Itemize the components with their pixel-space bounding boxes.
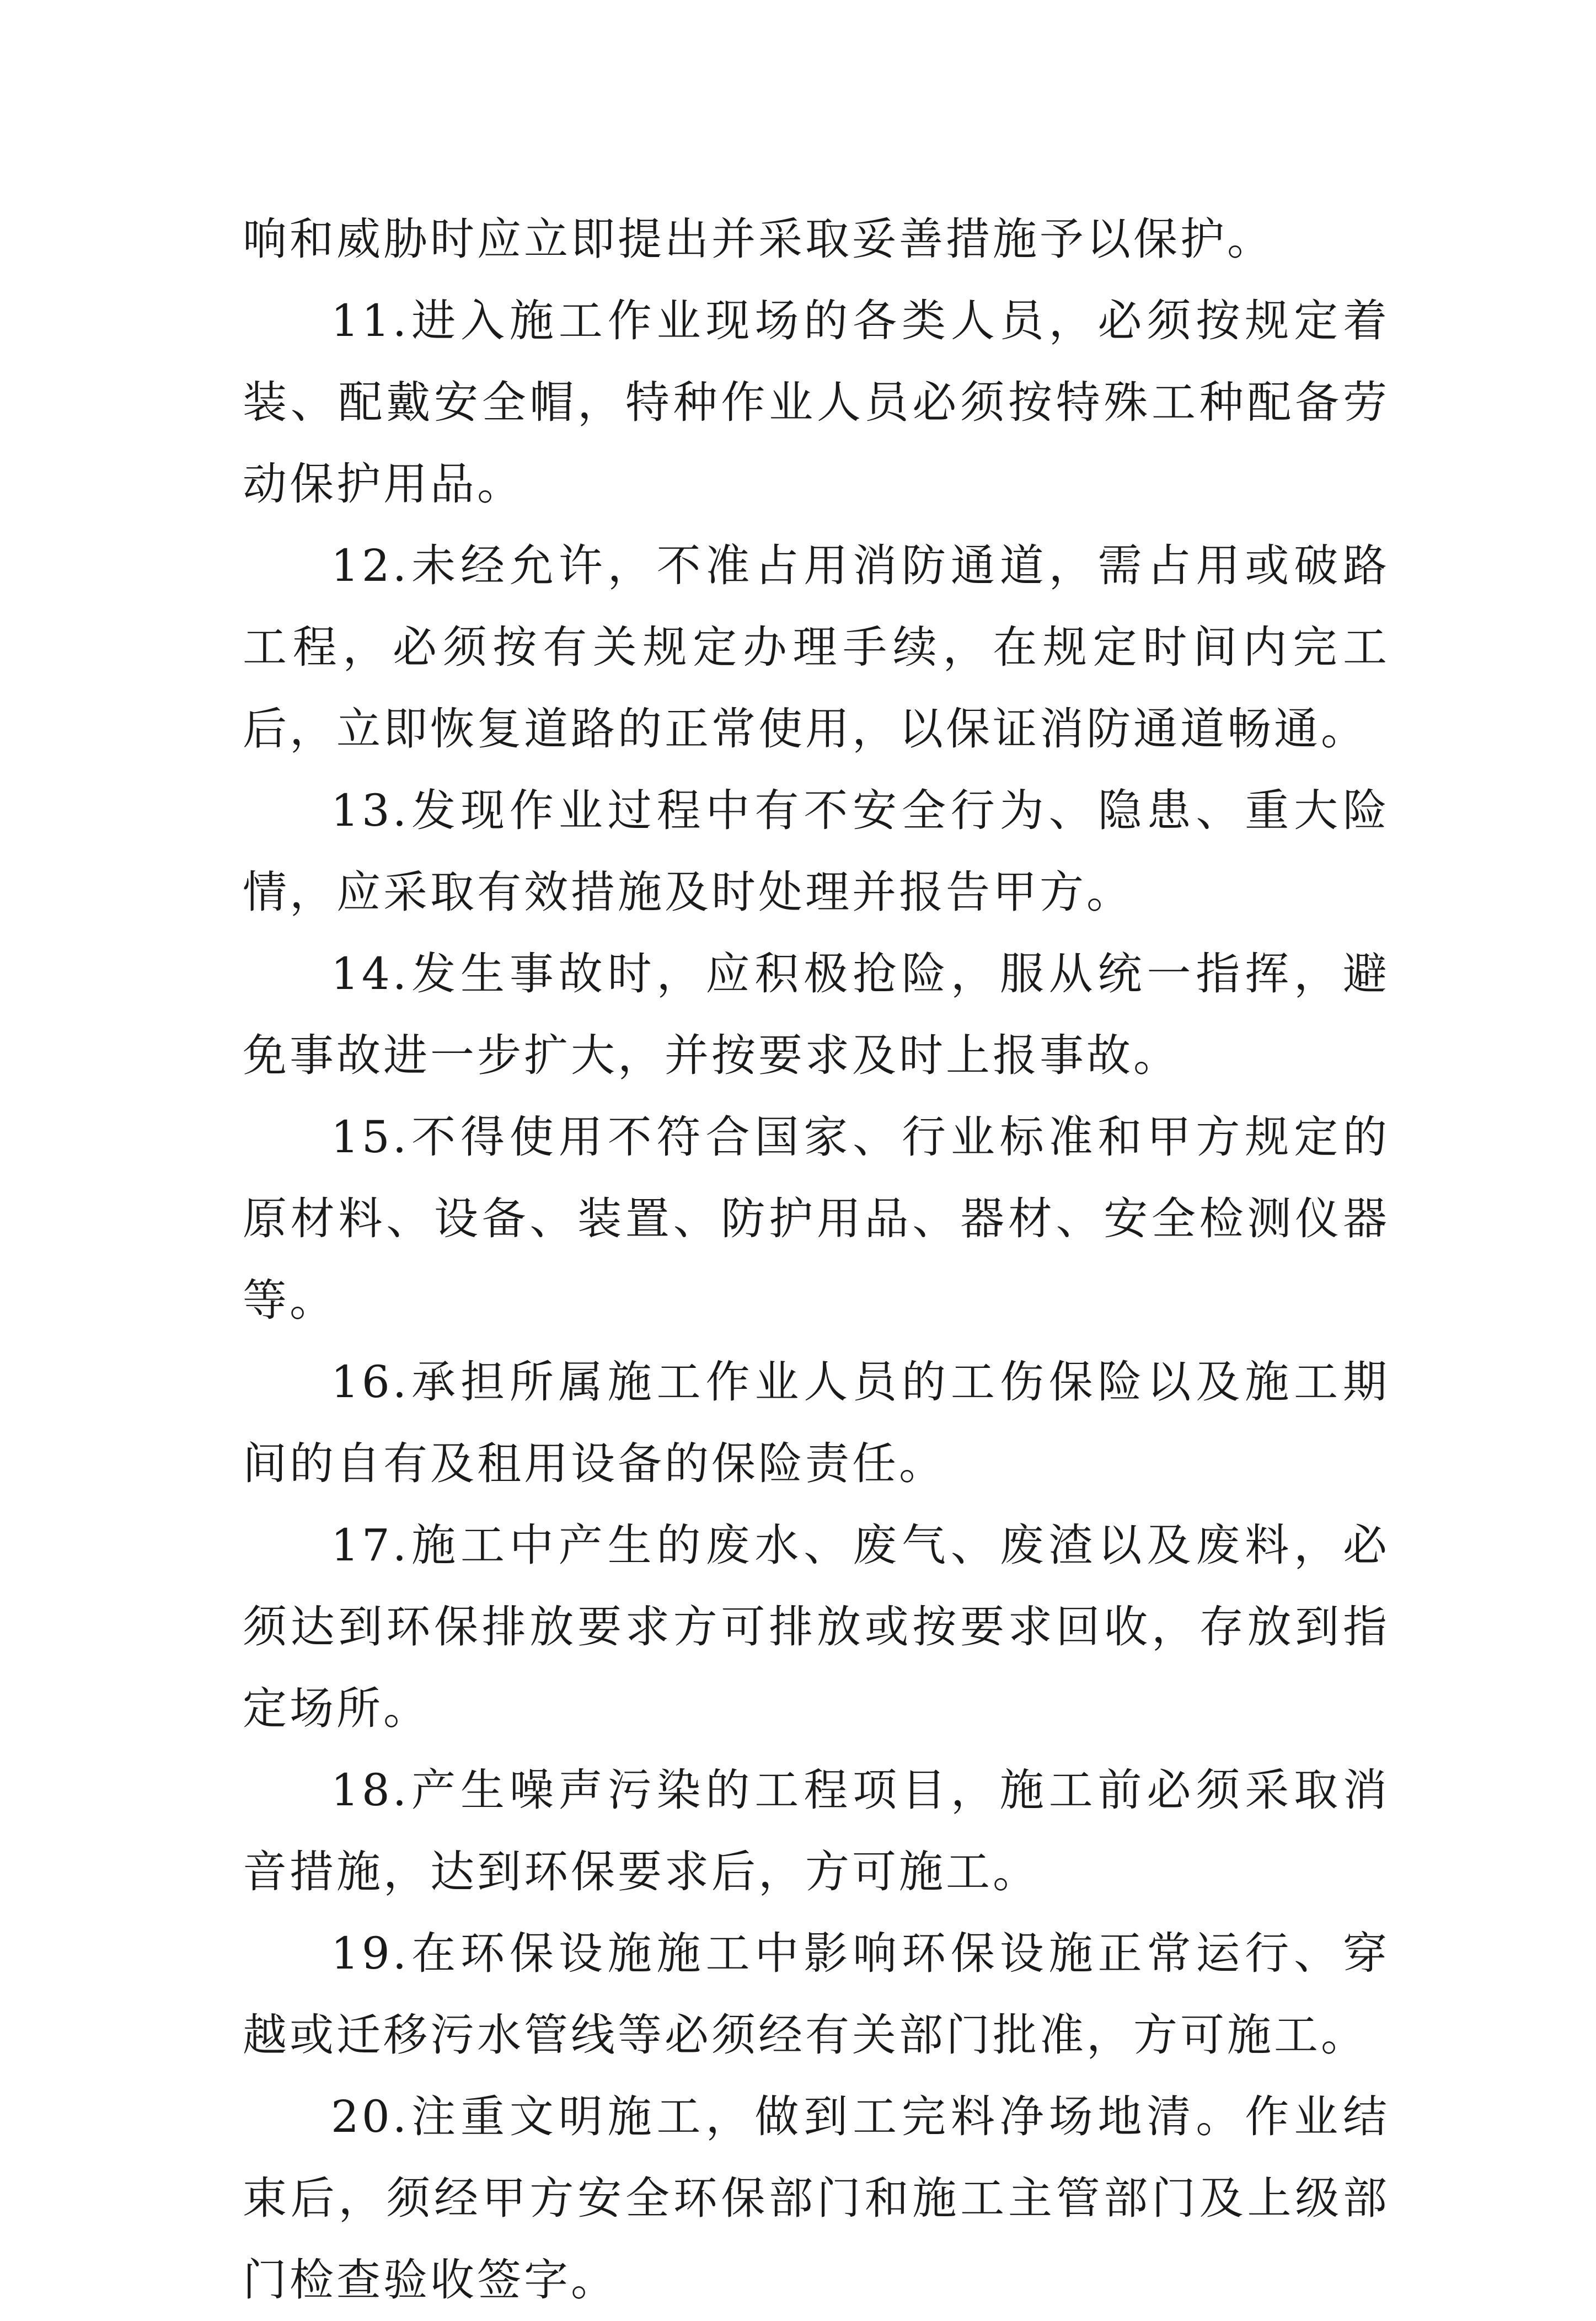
paragraph-item-13: 13.发现作业过程中有不安全行为、隐患、重大险情，应采取有效措施及时处理并报告甲方。: [243, 785, 1390, 918]
paragraph-item-11: 11.进入施工作业现场的各类人员，必须按规定着装、配戴安全帽，特种作业人员必须按特殊工种配备劳动保护用品。: [243, 295, 1390, 510]
document-body: [243, 199, 1390, 2321]
paragraph-item-14: 14.发生事故时，应积极抢险，服从统一指挥，避免事故进一步扩大，并按要求及时上报事故。: [243, 948, 1390, 1081]
paragraph-item-19: 19.在环保设施施工中影响环保设施正常运行、穿越或迁移污水管线等必须经有关部门批准，方可施工。: [243, 1928, 1390, 2061]
paragraph-item-16: 16.承担所属施工作业人员的工伤保险以及施工期间的自有及租用设备的保险责任。: [243, 1356, 1390, 1489]
paragraph-item-17: 17.施工中产生的废水、废气、废渣以及废料，必须达到环保排放要求方可排放或按要求回收，存放到指定场所。: [243, 1520, 1390, 1734]
paragraph-item-20: 20.注重文明施工，做到工完料净场地清。作业结束后，须经甲方安全环保部门和施工主管部门及上级部门检查验收签字。: [243, 2091, 1390, 2306]
paragraph-item-18: 18.产生噪声污染的工程项目，施工前必须采取消音措施，达到环保要求后，方可施工。: [243, 1764, 1390, 1897]
paragraph-item-15: 15.不得使用不符合国家、行业标准和甲方规定的原材料、设备、装置、防护用品、器材、安全检测仪器等。: [243, 1111, 1390, 1326]
paragraph-continuation: 响和威胁时应立即提出并采取妥善措施予以保护。: [243, 213, 1274, 265]
paragraph-item-12: 12.未经允许，不准占用消防通道，需占用或破路工程，必须按有关规定办理手续，在规定时间内完工后，立即恢复道路的正常使用，以保证消防通道畅通。: [243, 540, 1390, 755]
